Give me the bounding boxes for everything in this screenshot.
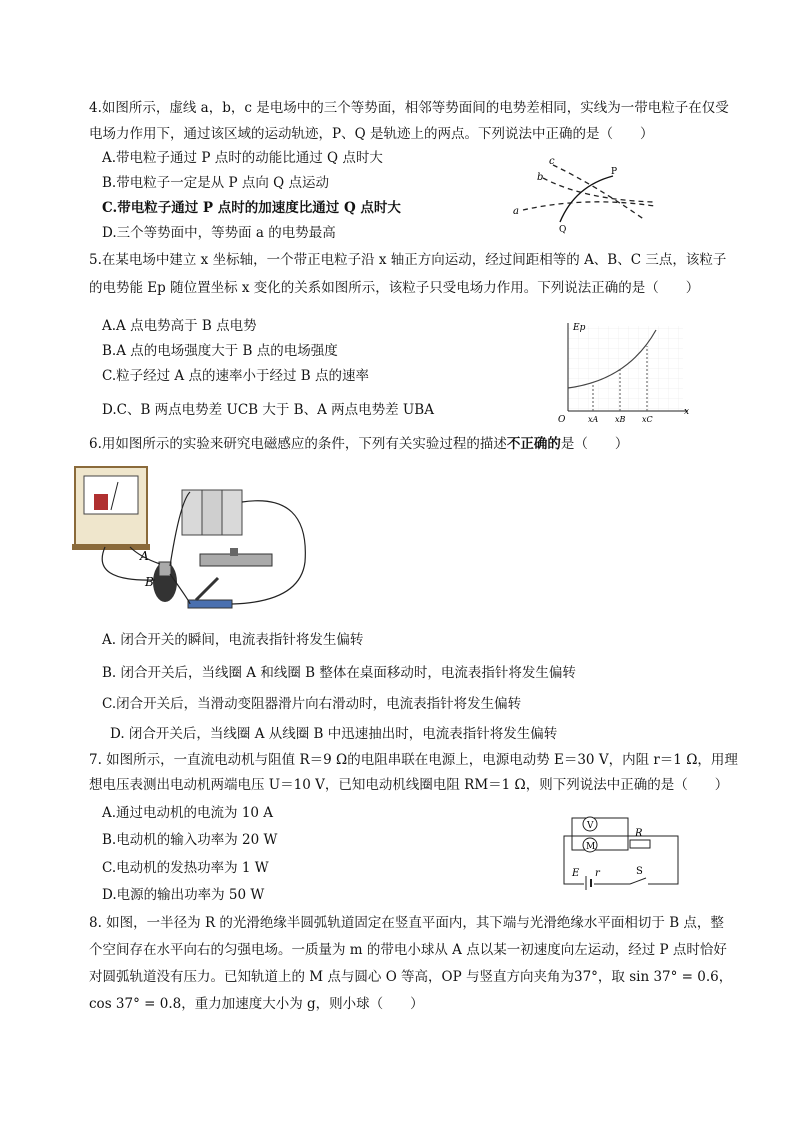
q5-option-a: A.A 点电势高于 B 点电势 — [102, 318, 257, 334]
equipotential-c — [553, 165, 645, 220]
coil-a — [159, 562, 171, 576]
q8-line2: 个空间存在水平向右的匀强电场。一质量为 m 的带电小球从 A 点以某一初速度向左运动，经过 P 点时恰好 — [89, 942, 727, 958]
rheostat-slider — [230, 548, 238, 556]
circuit-loop — [564, 836, 678, 884]
x-axis-label: x — [684, 407, 690, 417]
galvanometer-base — [72, 544, 150, 550]
q6-stem-emphasis: 不正确的 — [506, 436, 561, 452]
equipotential-a — [523, 202, 655, 210]
emf-label: E — [572, 868, 580, 879]
galvanometer-magnet — [94, 494, 108, 510]
q7-stem-line2: 想电压表测出电动机两端电压 U＝10 V，已知电动机线圈电阻 RM＝1 Ω，则下列说法中正确的是（ ） — [89, 777, 729, 793]
graph-grid — [568, 326, 683, 411]
label-a: a — [513, 206, 519, 217]
q5-stem-line1: 5.在某电场中建立 x 坐标轴，一个带正电粒子沿 x 轴正方向运动，经过间距相等的 A、B、C 三点，该粒子 — [89, 252, 727, 268]
wire-4 — [232, 501, 305, 604]
q6-option-d: D. 闭合开关后，当线圈 A 从线圈 B 中迅速抽出时，电流表指针将发生偏转 — [110, 726, 558, 742]
q7-option-b: B.电动机的输入功率为 20 W — [102, 832, 278, 848]
xa-label: xA — [588, 415, 599, 424]
q4-option-a: A.带电粒子通过 P 点时的动能比通过 Q 点时大 — [102, 150, 383, 166]
switch-label: S — [636, 866, 643, 877]
label-c: c — [549, 156, 555, 167]
q4-option-b: B.带电粒子一定是从 P 点向 Q 点运动 — [102, 175, 330, 191]
label-q: Q — [559, 225, 567, 235]
battery-cell-3 — [222, 490, 242, 535]
q6-option-b: B. 闭合开关后，当线圈 A 和线圈 B 整体在桌面移动时，电流表指针将发生偏转 — [102, 665, 576, 681]
q5-energy-graph — [548, 318, 693, 428]
q4-stem-line1: 4.如图所示，虚线 a，b，c 是电场中的三个等势面，相邻等势面间的电势差相同，实线为一带电粒子在仅受 — [89, 100, 729, 116]
switch-gap — [630, 880, 648, 888]
coil-b-label: B — [145, 575, 154, 589]
q4-stem-line2: 电场力作用下，通过该区域的运动轨迹，P、Q 是轨迹上的两点。下列说法中正确的是（ ） — [89, 126, 654, 142]
q4-option-d: D.三个等势面中，等势面 a 的电势最高 — [102, 225, 336, 241]
motor-label: M — [586, 842, 596, 852]
q7-option-c: C.电动机的发热功率为 1 W — [102, 860, 269, 876]
resistor-label: R — [635, 828, 643, 839]
q6-stem-end: 是（ ） — [560, 436, 629, 452]
q6-induction-apparatus — [70, 462, 320, 622]
battery-cell-2 — [202, 490, 222, 535]
y-axis-label: Ep — [573, 323, 586, 333]
q6-option-a: A. 闭合开关的瞬间，电流表指针将发生偏转 — [102, 632, 364, 648]
q8-line3: 对圆弧轨道没有压力。已知轨道上的 M 点与圆心 O 等高，OP 与竖直方向夹角为37°，取 sin 37° = 0.6， — [89, 969, 733, 985]
q6-stem — [89, 434, 628, 454]
coil-a-label: A — [140, 549, 149, 563]
voltmeter-label: V — [587, 821, 594, 831]
xb-label: xB — [615, 415, 626, 424]
switch-lever — [196, 578, 218, 600]
q4-equipotential-figure — [505, 150, 665, 235]
voltmeter-branch — [572, 818, 628, 850]
origin-label: O — [558, 415, 566, 425]
q7-option-a: A.通过电动机的电流为 10 A — [102, 805, 274, 821]
q7-option-d: D.电源的输出功率为 50 W — [102, 887, 265, 903]
label-b: b — [537, 172, 544, 183]
q8-line1: 8. 如图，一半径为 R 的光滑绝缘半圆弧轨道固定在竖直平面内，其下端与光滑绝缘水平面相切于 B 点，整 — [89, 915, 724, 931]
label-p: P — [611, 167, 618, 177]
xc-label: xC — [642, 415, 653, 424]
resistor-icon — [630, 840, 650, 848]
q5-stem-line2: 的电势能 Ep 随位置坐标 x 变化的关系如图所示，该粒子只受电场力作用。下列说法正确的是（ ） — [89, 280, 700, 296]
q7-stem-line1: 7. 如图所示，一直流电动机与阻值 R＝9 Ω的电阻串联在电源上，电源电动势 E＝30 V，内阻 r＝1 Ω，用理 — [89, 752, 738, 768]
q6-stem-text: 6.用如图所示的实验来研究电磁感应的条件，下列有关实验过程的描述 — [89, 436, 507, 452]
internal-resistance-label: r — [595, 868, 600, 879]
q5-option-b: B.A 点的电场强度大于 B 点的电场强度 — [102, 343, 338, 359]
q6-option-c: C.闭合开关后，当滑动变阻器滑片向右滑动时，电流表指针将发生偏转 — [102, 696, 522, 712]
battery-cell-1 — [182, 490, 202, 535]
q4-option-c: C.带电粒子通过 P 点时的加速度比通过 Q 点时大 — [102, 200, 401, 216]
switch-base — [188, 600, 232, 608]
q8-line4: cos 37° = 0.8，重力加速度大小为 g，则小球（ ） — [89, 996, 424, 1012]
q7-circuit-diagram — [558, 812, 683, 890]
q5-option-c: C.粒子经过 A 点的速率小于经过 B 点的速率 — [102, 368, 369, 384]
q5-option-d: D.C、B 两点电势差 UCB 大于 B、A 两点电势差 UBA — [102, 402, 434, 418]
